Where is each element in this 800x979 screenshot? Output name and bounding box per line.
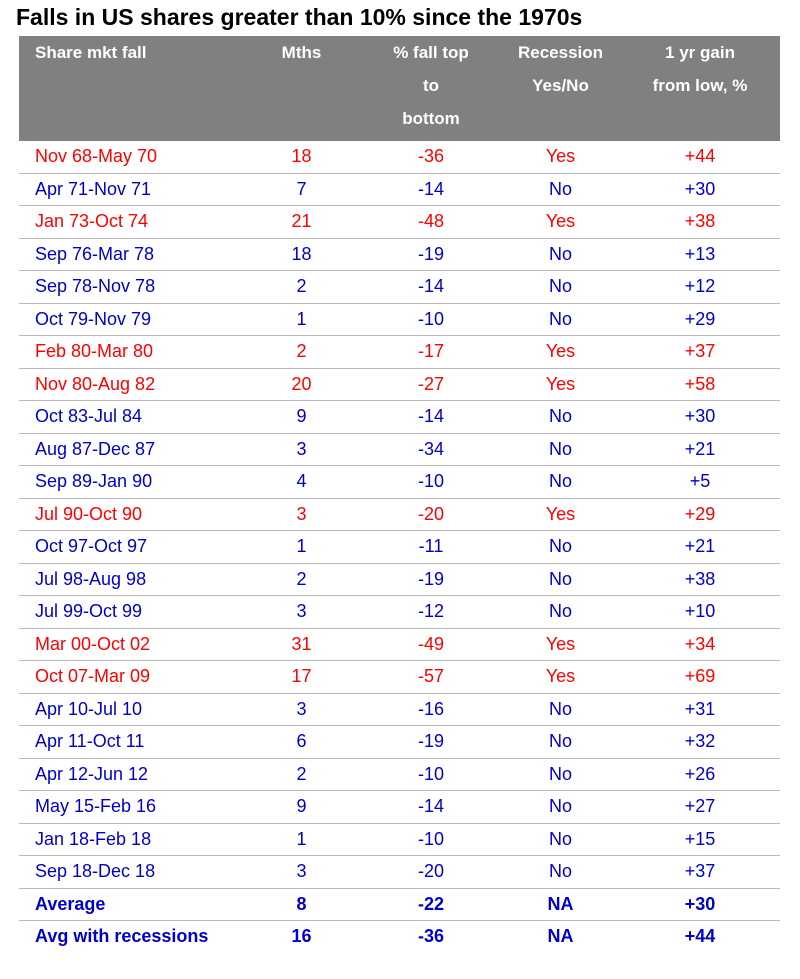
header-line: to <box>422 76 440 95</box>
gain-cell: +30 <box>620 401 780 434</box>
months-cell: 2 <box>242 563 361 596</box>
months-cell: 3 <box>242 433 361 466</box>
gain-cell: +37 <box>620 336 780 369</box>
months-cell: 31 <box>242 628 361 661</box>
column-header-months <box>242 36 361 141</box>
fall-cell: -12 <box>361 596 501 629</box>
gain-cell: +26 <box>620 758 780 791</box>
period-cell: Jan 18-Feb 18 <box>19 823 242 856</box>
column-header-fall <box>361 36 501 141</box>
header-line: Mths <box>281 43 322 62</box>
period-cell: Apr 12-Jun 12 <box>19 758 242 791</box>
header-line: 1 yr gain <box>665 43 735 62</box>
fall-cell: -19 <box>361 238 501 271</box>
recession-cell: Yes <box>501 661 620 694</box>
fall-cell: -10 <box>361 758 501 791</box>
header-line: Yes/No <box>532 76 589 95</box>
gain-cell: +69 <box>620 661 780 694</box>
period-cell: Oct 79-Nov 79 <box>19 303 242 336</box>
period-cell: Jul 98-Aug 98 <box>19 563 242 596</box>
column-header-gain <box>620 36 780 141</box>
months-cell: 20 <box>242 368 361 401</box>
months-cell: 9 <box>242 401 361 434</box>
summary-row <box>19 888 780 921</box>
fall-cell: -16 <box>361 693 501 726</box>
period-cell: Aug 87-Dec 87 <box>19 433 242 466</box>
gain-cell: +15 <box>620 823 780 856</box>
header-line: bottom <box>402 109 460 128</box>
gain-cell: +44 <box>684 926 716 947</box>
period-cell: Sep 78-Nov 78 <box>19 271 242 304</box>
months-cell: 7 <box>242 173 361 206</box>
gain-cell: +37 <box>620 856 780 889</box>
recession-cell: No <box>501 758 620 791</box>
period-cell: Apr 10-Jul 10 <box>19 693 242 726</box>
period-cell: Oct 83-Jul 84 <box>19 401 242 434</box>
period-cell: Jan 73-Oct 74 <box>19 206 242 239</box>
gain-cell: +13 <box>620 238 780 271</box>
months-cell: 18 <box>242 238 361 271</box>
table-row <box>19 466 780 499</box>
fall-cell: -36 <box>361 141 501 173</box>
gain-cell: +5 <box>620 466 780 499</box>
table-row <box>19 433 780 466</box>
table-row <box>19 271 780 304</box>
gain-cell: +38 <box>620 206 780 239</box>
period-cell: Oct 97-Oct 97 <box>19 531 242 564</box>
table-row <box>19 758 780 791</box>
fall-cell: -14 <box>361 271 501 304</box>
recession-cell: Yes <box>501 368 620 401</box>
table-row <box>19 563 780 596</box>
months-cell: 3 <box>242 596 361 629</box>
period-cell: Jul 90-Oct 90 <box>19 498 242 531</box>
months-cell: 1 <box>242 531 361 564</box>
gain-cell: +44 <box>620 141 780 173</box>
recession-cell: Yes <box>501 628 620 661</box>
months-cell: 6 <box>242 726 361 759</box>
months-cell: 3 <box>242 498 361 531</box>
recession-cell: No <box>501 303 620 336</box>
fall-cell: -14 <box>361 401 501 434</box>
recession-cell: No <box>501 173 620 206</box>
fall-cell: -10 <box>361 823 501 856</box>
period-cell: Nov 68-May 70 <box>19 141 242 173</box>
fall-cell: -49 <box>361 628 501 661</box>
gain-cell: +31 <box>620 693 780 726</box>
table-row <box>19 531 780 564</box>
months-cell: 2 <box>242 336 361 369</box>
period-cell: Sep 89-Jan 90 <box>19 466 242 499</box>
recession-cell: No <box>501 856 620 889</box>
table-header-row <box>19 36 780 141</box>
period-cell: Oct 07-Mar 09 <box>19 661 242 694</box>
recession-cell: No <box>501 693 620 726</box>
recession-cell: No <box>501 791 620 824</box>
table-row <box>19 238 780 271</box>
fall-cell: -22 <box>361 888 501 921</box>
table-row <box>19 661 780 694</box>
gain-cell: +21 <box>620 531 780 564</box>
gain-cell: +12 <box>620 271 780 304</box>
gain-cell: +58 <box>620 368 780 401</box>
table-row <box>19 791 780 824</box>
recession-cell: No <box>501 271 620 304</box>
months-cell: 9 <box>242 791 361 824</box>
table-row <box>19 173 780 206</box>
period-cell: Mar 00-Oct 02 <box>19 628 242 661</box>
recession-cell: No <box>501 726 620 759</box>
period-cell: Sep 18-Dec 18 <box>19 856 242 889</box>
gain-cell: +32 <box>620 726 780 759</box>
recession-cell: No <box>501 531 620 564</box>
fall-cell: -48 <box>361 206 501 239</box>
months-cell: 16 <box>291 926 312 947</box>
fall-cell: -19 <box>361 726 501 759</box>
period-cell: Apr 11-Oct 11 <box>19 726 242 759</box>
fall-cell: -19 <box>361 563 501 596</box>
period-cell: Average <box>19 888 242 921</box>
column-header-recession <box>501 36 620 141</box>
fall-cell: -11 <box>361 531 501 564</box>
months-cell: 8 <box>242 888 361 921</box>
fall-cell: -10 <box>361 303 501 336</box>
recession-cell: No <box>501 823 620 856</box>
column-header-share-mkt-fall <box>19 36 242 141</box>
table-row <box>19 141 780 173</box>
recession-cell: No <box>501 466 620 499</box>
period-cell: Apr 71-Nov 71 <box>19 173 242 206</box>
table-row <box>19 726 780 759</box>
gain-cell: +34 <box>620 628 780 661</box>
table-row <box>19 368 780 401</box>
table-row <box>19 823 780 856</box>
months-cell: 3 <box>242 856 361 889</box>
recession-cell: No <box>501 433 620 466</box>
months-cell: 2 <box>242 271 361 304</box>
gain-cell: +30 <box>620 173 780 206</box>
fall-cell: -14 <box>361 173 501 206</box>
header-line: % fall top <box>393 43 469 62</box>
fall-cell: -20 <box>361 498 501 531</box>
table-row <box>19 303 780 336</box>
fall-cell: -27 <box>361 368 501 401</box>
gain-cell: +29 <box>620 498 780 531</box>
gain-cell: +21 <box>620 433 780 466</box>
header-line: Recession <box>517 43 604 62</box>
fall-cell: -34 <box>361 433 501 466</box>
months-cell: 18 <box>242 141 361 173</box>
header-line: Share mkt fall <box>35 43 147 62</box>
recession-cell: Yes <box>501 336 620 369</box>
recession-cell: NA <box>547 926 574 947</box>
gain-cell: +38 <box>620 563 780 596</box>
months-cell: 3 <box>242 693 361 726</box>
period-cell: Feb 80-Mar 80 <box>19 336 242 369</box>
period-cell: Avg with recessions <box>35 926 209 947</box>
gain-cell: +10 <box>620 596 780 629</box>
months-cell: 1 <box>242 823 361 856</box>
recession-cell: No <box>501 401 620 434</box>
months-cell: 21 <box>242 206 361 239</box>
gain-cell: +29 <box>620 303 780 336</box>
table-row <box>19 596 780 629</box>
table-row <box>19 856 780 889</box>
table-row <box>19 401 780 434</box>
recession-cell: Yes <box>501 498 620 531</box>
recession-cell: No <box>501 563 620 596</box>
gain-cell: +30 <box>620 888 780 921</box>
header-line: from low, % <box>652 76 748 95</box>
table-row <box>19 498 780 531</box>
fall-cell: -57 <box>361 661 501 694</box>
table-row <box>19 206 780 239</box>
fall-cell: -14 <box>361 791 501 824</box>
fall-cell: -36 <box>417 926 444 947</box>
period-cell: Nov 80-Aug 82 <box>19 368 242 401</box>
table-row <box>19 693 780 726</box>
table-row <box>19 336 780 369</box>
period-cell: Sep 76-Mar 78 <box>19 238 242 271</box>
fall-cell: -17 <box>361 336 501 369</box>
chart-title: Falls in US shares greater than 10% since the 1970s <box>16 4 583 30</box>
months-cell: 2 <box>242 758 361 791</box>
recession-cell: No <box>501 238 620 271</box>
table-row <box>19 628 780 661</box>
months-cell: 1 <box>242 303 361 336</box>
period-cell: May 15-Feb 16 <box>19 791 242 824</box>
summary-row <box>19 921 780 953</box>
months-cell: 17 <box>242 661 361 694</box>
table-body <box>19 141 780 953</box>
recession-cell: Yes <box>501 141 620 173</box>
fall-cell: -20 <box>361 856 501 889</box>
falls-table <box>19 36 780 953</box>
gain-cell: +27 <box>620 791 780 824</box>
recession-cell: Yes <box>501 206 620 239</box>
period-cell: Jul 99-Oct 99 <box>19 596 242 629</box>
recession-cell: No <box>501 596 620 629</box>
fall-cell: -10 <box>361 466 501 499</box>
months-cell: 4 <box>242 466 361 499</box>
recession-cell: NA <box>501 888 620 921</box>
